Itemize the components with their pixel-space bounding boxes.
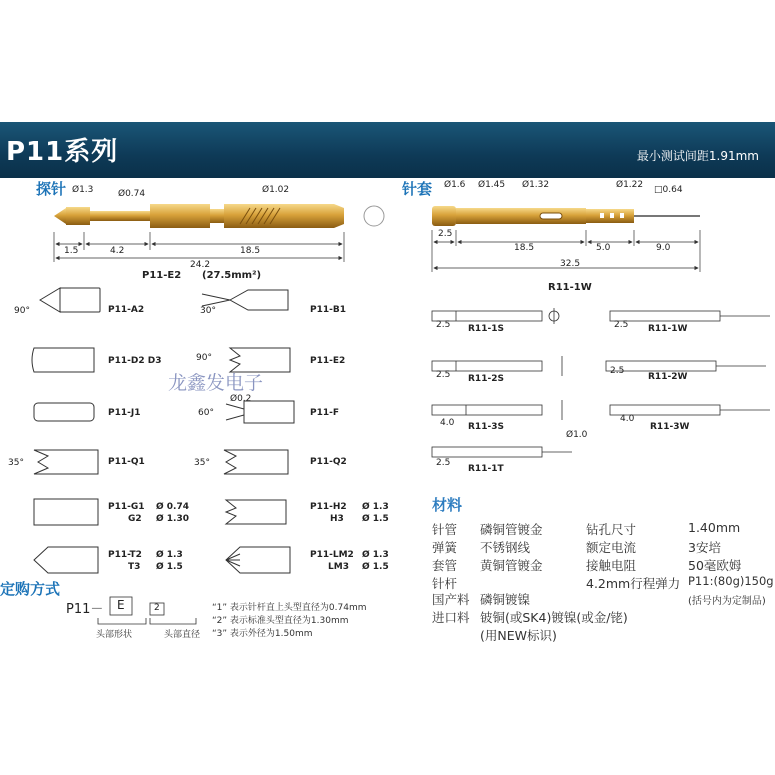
mat-val: 1.40mm [688, 520, 741, 535]
order-note-2: “2” 表示标准头型直径为1.30mm [212, 616, 349, 626]
mat-key: 套管 [432, 558, 458, 573]
tip-profiles [32, 288, 294, 573]
rec-3s-code: R11-3S [468, 422, 504, 432]
probe-total: 24.2 [190, 260, 211, 270]
probe-section-title: 探针 [36, 180, 67, 198]
tip-g1-dia: Ø 0.74 [156, 502, 189, 512]
probe-d1: Ø1.3 [72, 185, 94, 195]
tip-t3-dia: Ø 1.5 [156, 562, 183, 572]
tip-g1-code: P11-G1 [108, 502, 145, 512]
mat-val: 磷铜管镀金 [480, 522, 543, 537]
rec-sq: □0.64 [654, 185, 683, 195]
order-shape-box: E [117, 598, 125, 612]
tip-h3-code: H3 [330, 514, 344, 524]
mat-key: 弹簧 [432, 540, 458, 555]
materials-title: 材料 [432, 496, 463, 514]
rec-3w-dim: 4.0 [620, 414, 635, 424]
rec-2w-code: R11-2W [648, 372, 688, 382]
tip-q1-angle: 35° [8, 458, 24, 468]
order-label-dia: 头部直径 [164, 630, 201, 640]
rec-3s-dim: 4.0 [440, 418, 455, 428]
mat-val: P11:(80g)150g [688, 574, 774, 588]
mat-val: 铍铜(或SK4)镀镍(或金/铑) [480, 610, 628, 625]
rec-len1: 2.5 [438, 229, 453, 239]
order-prefix: P11－ [66, 602, 104, 617]
tip-lm3-code: LM3 [328, 562, 349, 572]
rec-1s-code: R11-1S [468, 324, 504, 334]
tip-e2-code: P11-E2 [310, 356, 346, 366]
probe-drawing [54, 204, 384, 262]
probe-len3: 18.5 [240, 246, 261, 256]
rec-1t-dim: 2.5 [436, 458, 451, 468]
mat-key: 针杆 [432, 576, 458, 591]
mat-key: 接触电阻 [586, 558, 637, 573]
tip-q2-angle: 35° [194, 458, 210, 468]
rec-1w-dim: 2.5 [614, 320, 629, 330]
tip-b1-code: P11-B1 [310, 305, 346, 315]
probe-length: (27.5mm²) [202, 270, 262, 281]
order-note-3: “3” 表示外径为1.50mm [212, 629, 313, 639]
mat-val: 3安培 [688, 540, 721, 555]
rec-len4: 9.0 [656, 243, 671, 253]
rec-d4: Ø1.22 [616, 180, 644, 190]
mat-key: 钻孔尺寸 [586, 522, 637, 537]
rec-3w-code: R11-3W [650, 422, 690, 432]
mat-val: 磷铜镀镍 [480, 592, 531, 607]
tip-t2-code: P11-T2 [108, 550, 142, 560]
tip-lm3-dia: Ø 1.5 [362, 562, 389, 572]
tip-q1-code: P11-Q1 [108, 457, 145, 467]
order-dia-box: 2 [154, 603, 160, 613]
rec-d1: Ø1.6 [444, 180, 466, 190]
tip-h2-dia: Ø 1.3 [362, 502, 389, 512]
tip-d2-code: P11-D2 D3 [108, 356, 162, 366]
order-label-shape: 头部形状 [96, 630, 133, 640]
probe-len2: 4.2 [110, 246, 125, 256]
tip-h2-code: P11-H2 [310, 502, 347, 512]
mat-key: 进口料 [432, 610, 470, 625]
rec-len3: 5.0 [596, 243, 611, 253]
mat-key: 额定电流 [586, 540, 637, 555]
mat-val: (用NEW标识) [480, 628, 557, 643]
rec-2w-dim: 2.5 [610, 366, 625, 376]
tip-f-dia: Ø0.2 [230, 394, 252, 404]
tip-lm2-dia: Ø 1.3 [362, 550, 389, 560]
probe-len1: 1.5 [64, 246, 79, 256]
tip-g2-code: G2 [128, 514, 142, 524]
mat-val: 50毫欧姆 [688, 558, 742, 573]
tip-b1-angle: 30° [200, 306, 216, 316]
rec-total: 32.5 [560, 259, 581, 269]
rec-1w-code: R11-1W [648, 324, 688, 334]
receptacle-section-title: 针套 [402, 180, 433, 198]
tip-j1-code: P11-J1 [108, 408, 141, 418]
rec-model: R11-1W [548, 282, 592, 293]
order-title: 定购方式 [0, 580, 61, 598]
tip-e2-angle: 90° [196, 353, 212, 363]
tip-t3-code: T3 [128, 562, 141, 572]
tip-h3-dia: Ø 1.5 [362, 514, 389, 524]
rec-len2: 18.5 [514, 243, 535, 253]
mat-val: (括号内为定制品) [688, 596, 766, 607]
rec-d2: Ø1.45 [478, 180, 506, 190]
mat-val: 不锈钢线 [480, 540, 531, 555]
mat-key: 针管 [432, 522, 458, 537]
order-note-1: “1” 表示针杆直上头型直径为0.74mm [212, 603, 367, 613]
tip-g2-dia: Ø 1.30 [156, 514, 189, 524]
rec-2s-code: R11-2S [468, 374, 504, 384]
rec-1s-dim: 2.5 [436, 320, 451, 330]
rec-2s-dim: 2.5 [436, 370, 451, 380]
mat-key: 国产料 [432, 592, 470, 607]
mat-key: 4.2mm行程弹力 [586, 576, 681, 591]
rec-1t-code: R11-1T [468, 464, 504, 474]
tip-lm2-code: P11-LM2 [310, 550, 354, 560]
tip-q2-code: P11-Q2 [310, 457, 347, 467]
rec-d3: Ø1.32 [522, 180, 550, 190]
tip-f-code: P11-F [310, 408, 340, 418]
tip-f-angle: 60° [198, 408, 214, 418]
order-boxes [98, 597, 196, 624]
mat-val: 黄铜管镀金 [480, 558, 543, 573]
tip-t2-dia: Ø 1.3 [156, 550, 183, 560]
tip-a2-code: P11-A2 [108, 305, 145, 315]
probe-d2: Ø0.74 [118, 189, 146, 199]
rec-1t-dia: Ø1.0 [566, 430, 588, 440]
page-title: P11系列 [6, 137, 119, 167]
min-pitch-spec: 最小测试间距1.91mm [636, 149, 759, 163]
probe-d3: Ø1.02 [262, 185, 290, 195]
probe-model: P11-E2 [142, 270, 182, 281]
tip-a2-angle: 90° [14, 306, 30, 316]
watermark-text: 龙鑫发电子 [168, 372, 264, 394]
